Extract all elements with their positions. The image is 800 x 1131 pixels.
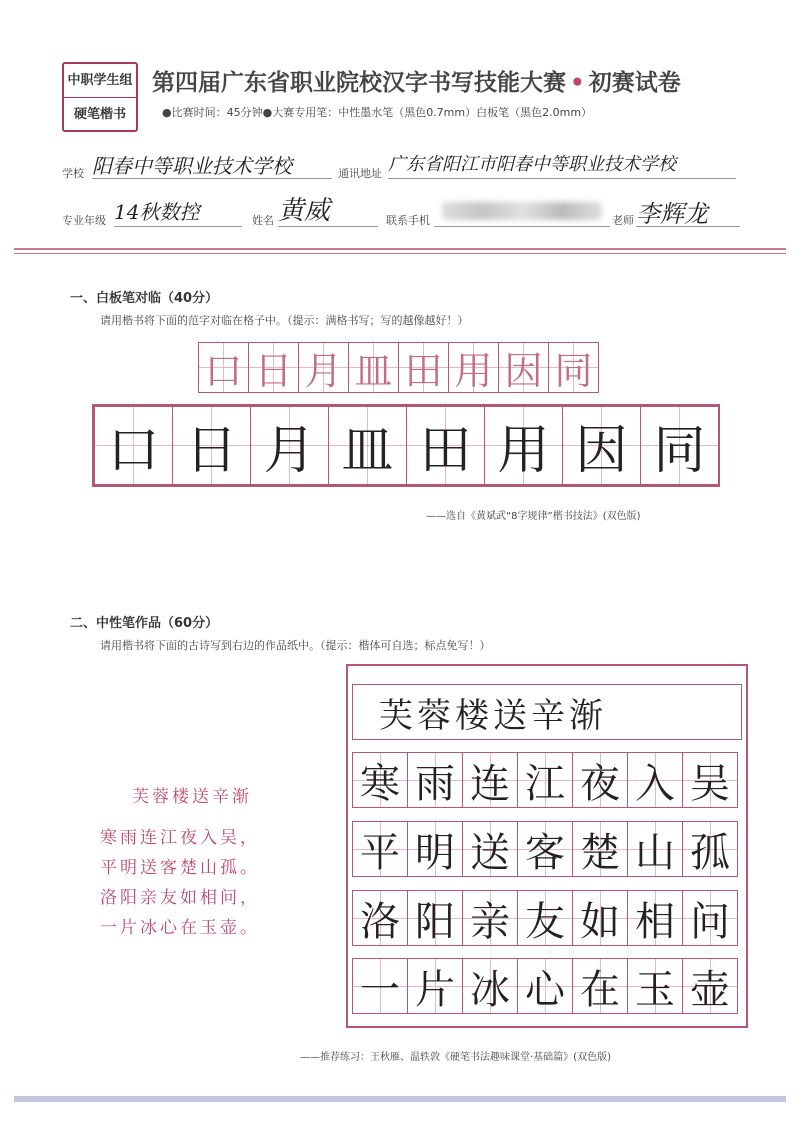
work-cell[interactable]	[407, 752, 463, 808]
work-char: 山	[635, 829, 675, 876]
work-char: 冰	[470, 966, 510, 1013]
model-poem-line: 一片冰心在玉壶。	[100, 918, 260, 938]
work-char: 明	[415, 829, 455, 876]
work-cell[interactable]	[572, 752, 628, 808]
work-char: 问	[690, 898, 730, 945]
model-cell	[248, 342, 299, 393]
copy-cell[interactable]	[484, 406, 563, 485]
work-cell[interactable]	[682, 752, 738, 808]
work-cell[interactable]	[352, 958, 408, 1014]
copy-cell[interactable]	[94, 406, 173, 485]
name-value: 黄威	[278, 196, 331, 226]
work-cell[interactable]	[572, 890, 628, 946]
work-cell[interactable]	[352, 821, 408, 877]
work-char: 如	[580, 898, 620, 945]
work-row[interactable]	[352, 752, 737, 808]
work-char: 楚	[580, 829, 620, 876]
work-row[interactable]	[352, 890, 737, 946]
model-char-grid	[198, 342, 598, 393]
work-char: 吴	[690, 760, 730, 807]
model-char: 因	[504, 349, 543, 393]
name-label: 姓名	[252, 214, 274, 227]
copied-char: 日	[185, 421, 238, 481]
model-cell	[348, 342, 399, 393]
work-cell[interactable]	[627, 958, 683, 1014]
work-char: 送	[470, 829, 510, 876]
section2-instruction: 请用楷书将下面的古诗写到右边的作品纸中。（提示：楷体可自选；标点免写！）	[100, 639, 491, 652]
copy-cell[interactable]	[328, 406, 407, 485]
model-char: 口	[204, 349, 243, 393]
work-char: 一	[360, 966, 400, 1013]
work-cell[interactable]	[462, 958, 518, 1014]
model-poem-line: 洛阳亲友如相问，	[100, 888, 260, 908]
work-char: 相	[635, 898, 675, 945]
title-main: 第四届广东省职业院校汉字书写技能大赛	[152, 70, 566, 96]
work-cell[interactable]	[572, 821, 628, 877]
work-cell[interactable]	[627, 890, 683, 946]
model-cell	[498, 342, 549, 393]
header-divider	[14, 248, 786, 254]
address-field[interactable]	[388, 150, 736, 179]
copied-char: 用	[497, 421, 550, 481]
work-char: 阳	[415, 898, 455, 945]
copy-cell[interactable]	[562, 406, 641, 485]
work-char: 在	[580, 966, 620, 1013]
work-cell[interactable]	[462, 752, 518, 808]
work-cell[interactable]	[572, 958, 628, 1014]
model-char: 皿	[354, 349, 393, 393]
model-poem-title: 芙蓉楼送辛渐	[132, 787, 252, 807]
work-cell[interactable]	[407, 821, 463, 877]
work-cell[interactable]	[352, 890, 408, 946]
exam-info: ●比赛时间：45分钟●大赛专用笔：中性墨水笔（黑色0.7mm）白板笔（黑色2.0mm）	[162, 106, 593, 119]
section1-citation: ——选自《黄斌武“8字规律”楷书技法》(双色版)	[426, 511, 641, 522]
copied-char: 同	[653, 421, 706, 481]
badge-script: 硬笔楷书	[73, 107, 126, 122]
work-cell[interactable]	[462, 821, 518, 877]
title-dot: •	[570, 70, 585, 96]
name-field[interactable]	[278, 190, 378, 227]
section1-heading: 一、白板笔对临（40分）	[70, 291, 219, 306]
work-char: 壶	[690, 966, 730, 1013]
work-row[interactable]	[352, 958, 737, 1014]
address-label: 通讯地址	[338, 167, 382, 180]
redacted-phone	[442, 202, 602, 220]
category-badge	[62, 62, 138, 132]
work-char: 寒	[360, 760, 400, 807]
work-char: 平	[360, 829, 400, 876]
address-value: 广东省阳江市阳春中等职业技术学校	[388, 154, 676, 175]
work-char: 孤	[690, 829, 730, 876]
teacher-field[interactable]	[636, 194, 740, 227]
work-char: 片	[415, 966, 455, 1013]
major-value: 14秋数控	[114, 200, 200, 224]
work-cell[interactable]	[407, 890, 463, 946]
copy-cell[interactable]	[250, 406, 329, 485]
model-cell	[548, 342, 599, 393]
model-char: 月	[304, 349, 343, 393]
work-title-box[interactable]	[352, 684, 742, 740]
title-tail: 初赛试卷	[588, 70, 681, 96]
section1-instruction: 请用楷书将下面的范字对临在格子中。（提示：满格书写；写的越像越好！）	[100, 314, 469, 327]
copied-char: 因	[575, 421, 628, 481]
work-char: 入	[635, 760, 675, 807]
major-field[interactable]	[114, 196, 242, 227]
work-cell[interactable]	[517, 958, 573, 1014]
work-cell[interactable]	[517, 890, 573, 946]
copied-char: 月	[263, 421, 316, 481]
model-cell	[448, 342, 499, 393]
model-char: 田	[404, 349, 443, 393]
school-field[interactable]	[92, 150, 332, 179]
school-label: 学校	[62, 167, 84, 180]
copy-cell[interactable]	[172, 406, 251, 485]
phone-field[interactable]	[434, 196, 610, 227]
school-value: 阳春中等职业技术学校	[92, 154, 292, 178]
teacher-value: 李辉龙	[636, 200, 708, 228]
work-cell[interactable]	[517, 752, 573, 808]
footer-bar	[14, 1096, 786, 1102]
model-cell	[398, 342, 449, 393]
teacher-label: 老师	[612, 214, 634, 227]
copied-char: 口	[107, 421, 160, 481]
work-char: 夜	[580, 760, 620, 807]
model-cell	[198, 342, 249, 393]
copy-cell[interactable]	[406, 406, 485, 485]
copied-char: 田	[419, 421, 472, 481]
work-char: 客	[525, 829, 565, 876]
major-label: 专业年级	[62, 214, 106, 227]
work-char: 雨	[415, 760, 455, 807]
copy-char-grid[interactable]	[92, 404, 720, 487]
section2-heading: 二、中性笔作品（60分）	[70, 616, 219, 631]
model-cell	[298, 342, 349, 393]
model-poem-line: 寒雨连江夜入吴，	[100, 828, 260, 848]
work-char: 江	[525, 760, 565, 807]
work-char: 玉	[635, 966, 675, 1013]
model-poem-line: 平明送客楚山孤。	[100, 858, 260, 878]
section2-citation: ——推荐练习：王秋雁、温轶敦《硬笔书法趣味课堂·基础篇》(双色版)	[300, 1052, 611, 1063]
work-title: 芙蓉楼送辛渐	[379, 695, 607, 736]
badge-group: 中职学生组	[64, 64, 136, 98]
work-char: 友	[525, 898, 565, 945]
work-cell[interactable]	[352, 752, 408, 808]
work-char: 洛	[360, 898, 400, 945]
work-row[interactable]	[352, 821, 737, 877]
model-char: 用	[454, 349, 493, 393]
work-char: 心	[525, 966, 565, 1013]
work-char: 连	[470, 760, 510, 807]
work-cell[interactable]	[682, 821, 738, 877]
work-char: 亲	[470, 898, 510, 945]
copied-char: 皿	[341, 421, 394, 481]
work-cell[interactable]	[517, 821, 573, 877]
phone-label: 联系手机	[386, 214, 430, 227]
copy-cell[interactable]	[640, 406, 719, 485]
model-char: 日	[254, 349, 293, 393]
page-title	[152, 64, 681, 97]
work-cell[interactable]	[682, 890, 738, 946]
work-cell[interactable]	[627, 752, 683, 808]
work-cell[interactable]	[682, 958, 738, 1014]
model-char: 同	[554, 349, 593, 393]
work-cell[interactable]	[462, 890, 518, 946]
work-cell[interactable]	[407, 958, 463, 1014]
work-cell[interactable]	[627, 821, 683, 877]
